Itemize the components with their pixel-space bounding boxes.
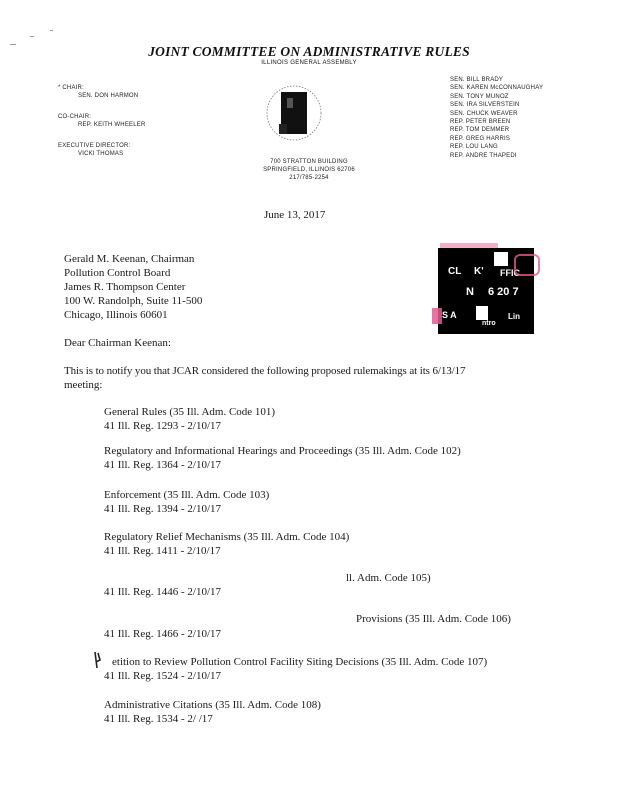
rule-reg: 41 Ill. Reg. 1411 - 2/10/17 xyxy=(104,545,221,557)
rulemaking-item xyxy=(104,444,461,472)
chair-label: * CHAIR: xyxy=(58,85,84,91)
chair-name: SEN. DON HARMON xyxy=(78,93,139,100)
member: REP. GREG HARRIS xyxy=(450,135,511,142)
scan-speck xyxy=(10,44,16,45)
stamp-text: N xyxy=(466,286,474,298)
rule-reg: 41 Ill. Reg. 1466 - 2/10/17 xyxy=(104,628,222,640)
intro-line: This is to notify you that JCAR considered the following proposed rulemakings at its 6/13/17 xyxy=(64,365,466,377)
member: SEN. TONY MUNOZ xyxy=(450,93,509,100)
recipient-line: Chicago, Illinois 60601 xyxy=(64,309,168,321)
rule-reg: 41 Ill. Reg. 1293 - 2/10/17 xyxy=(104,420,222,432)
director-label: EXECUTIVE DIRECTOR: xyxy=(58,142,131,149)
cochair-label: CO-CHAIR: xyxy=(58,113,92,120)
stamp-text: CL xyxy=(448,266,462,277)
stamp-text: 6 20 7 xyxy=(488,286,519,298)
rule-reg: 41 Ill. Reg. 1446 - 2/10/17 xyxy=(104,586,222,598)
rule-title: Regulatory Relief Mechanisms (35 Ill. Adm. Code 104) xyxy=(104,531,350,543)
handwritten-mark-icon xyxy=(92,650,104,670)
member: SEN. BILL BRADY xyxy=(450,77,504,83)
state-seal-icon xyxy=(265,84,323,142)
salutation: Dear Chairman Keenan: xyxy=(64,337,171,349)
rulemaking-item xyxy=(104,405,275,433)
member: SEN. KAREN McCONNAUGHAY xyxy=(450,85,544,92)
rule-title: Provisions (35 Ill. Adm. Code 106) xyxy=(356,613,511,625)
rule-reg: 41 Ill. Reg. 1524 - 2/10/17 xyxy=(104,670,222,682)
recipient-address xyxy=(64,252,202,322)
members-list xyxy=(450,76,543,160)
letter-date: June 13, 2017 xyxy=(264,209,326,221)
rule-title: General Rules (35 Ill. Adm. Code 101) xyxy=(104,406,276,418)
member: REP. PETER BREEN xyxy=(450,119,511,126)
address-line: 217/785-2254 xyxy=(289,175,329,181)
member: REP. LOU LANG xyxy=(450,144,498,151)
cochair-name: REP. KEITH WHEELER xyxy=(78,122,146,129)
rule-title: Enforcement (35 Ill. Adm. Code 103) xyxy=(104,489,270,501)
rulemaking-item xyxy=(104,488,269,516)
recipient-line: Gerald M. Keenan, Chairman xyxy=(64,253,195,265)
recipient-line: James R. Thompson Center xyxy=(64,281,186,293)
address-line: 700 STRATTON BUILDING xyxy=(270,159,348,165)
stamp-text: FFIC xyxy=(500,268,520,278)
committee-address xyxy=(0,158,618,182)
rulemaking-item xyxy=(104,698,321,726)
scan-speck xyxy=(50,30,53,31)
stamp-text: Lin xyxy=(508,312,520,321)
member: REP. TOM DEMMER xyxy=(450,127,510,134)
rule-title: ll. Adm. Code 105) xyxy=(346,572,431,584)
recipient-line: Pollution Control Board xyxy=(64,267,171,279)
committee-subtitle: ILLINOIS GENERAL ASSEMBLY xyxy=(261,60,357,66)
rule-title: Regulatory and Informational Hearings and Proceedings (35 Ill. Adm. Code 102) xyxy=(104,445,461,457)
director-name: VICKI THOMAS xyxy=(78,151,124,158)
member: SEN. IRA SILVERSTEIN xyxy=(450,102,520,109)
rule-reg: 41 Ill. Reg. 1394 - 2/10/17 xyxy=(104,503,222,515)
committee-title: JOINT COMMITTEE ON ADMINISTRATIVE RULES xyxy=(148,44,470,59)
intro-line: meeting: xyxy=(64,379,103,391)
member: SEN. CHUCK WEAVER xyxy=(450,110,518,117)
rule-title: etition to Review Pollution Control Facility Siting Decisions (35 Ill. Adm. Code 107) xyxy=(112,656,488,668)
officers-block xyxy=(58,84,146,158)
stamp-text: S A xyxy=(442,310,457,320)
rule-reg: 41 Ill. Reg. 1364 - 2/10/17 xyxy=(104,459,222,471)
scan-speck xyxy=(30,36,34,37)
stamp-fragment xyxy=(514,254,540,276)
stamp-text: K' xyxy=(474,266,484,277)
address-line: SPRINGFIELD, ILLINOIS 62706 xyxy=(263,167,355,173)
stamp-fragment xyxy=(432,308,442,324)
stamp-text: ntro xyxy=(482,320,496,327)
rule-reg: 41 Ill. Reg. 1534 - 2/ /17 xyxy=(104,713,213,725)
rule-title: Administrative Citations (35 Ill. Adm. Code 108) xyxy=(104,699,321,711)
rulemaking-item xyxy=(104,530,349,558)
recipient-line: 100 W. Randolph, Suite 11-500 xyxy=(64,295,203,307)
member: REP. ANDRE THAPEDI xyxy=(450,152,517,159)
